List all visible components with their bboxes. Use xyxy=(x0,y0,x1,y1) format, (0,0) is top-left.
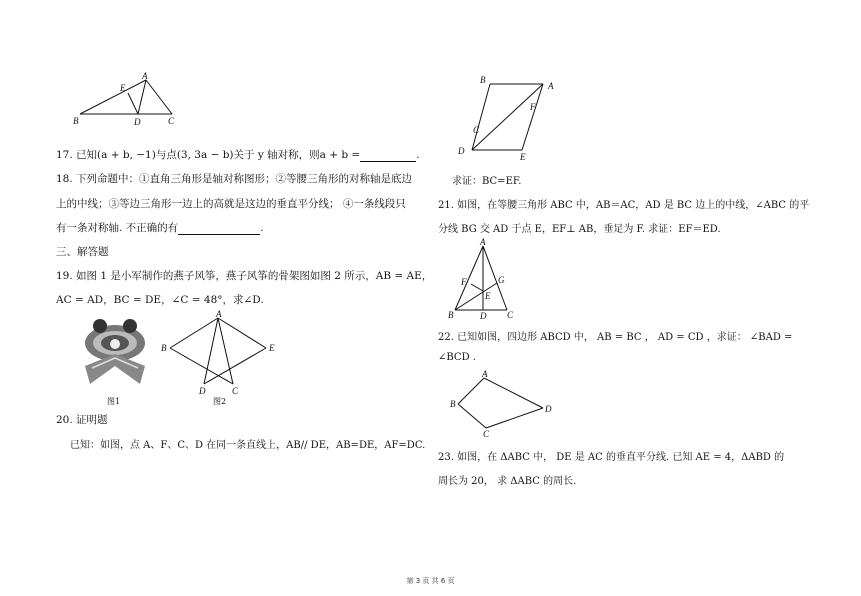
figure-q21 xyxy=(447,238,517,323)
label-D: D xyxy=(458,146,465,156)
q23-line2: 周长为 20， 求 ΔABC 的周长. xyxy=(438,476,577,487)
section-heading: 三、解答题 xyxy=(56,246,109,258)
q18-line3 xyxy=(56,220,264,235)
figure-q20 xyxy=(450,72,560,162)
label-C: C xyxy=(232,386,239,396)
figure-q22 xyxy=(446,370,556,440)
label-F: F xyxy=(461,277,467,287)
label-B: B xyxy=(73,116,79,126)
q17-text-before: 17. 已知(a + b, −1)与点(3, 3a − b)关于 y 轴对称，则a + b = xyxy=(56,149,361,161)
label-B: B xyxy=(161,343,167,353)
q20-title: 20. 证明题 xyxy=(56,414,108,426)
q18-line3-after: . xyxy=(260,222,264,234)
q17-text-after: . xyxy=(416,149,420,161)
q18-line3-before: 有一条对称轴. 不正确的有 xyxy=(56,222,179,234)
fig1-caption: 图1 xyxy=(107,397,121,406)
label-B: B xyxy=(480,75,486,85)
label-C: C xyxy=(507,310,514,320)
label-B: B xyxy=(450,399,456,409)
q19-line2: AC = AD，BC = DE，∠C = 48°，求∠D. xyxy=(56,294,264,306)
label-E: E xyxy=(485,291,491,301)
label-G: G xyxy=(498,275,505,285)
q17-text xyxy=(56,147,420,162)
label-C: C xyxy=(168,116,175,126)
q22-line1: 22. 已知如图，四边形 ABCD 中， AB = BC ， AD = CD ，求证： ∠BAD = xyxy=(438,332,793,343)
label-E: E xyxy=(520,152,526,162)
label-D: D xyxy=(134,117,141,127)
fig2-caption: 图2 xyxy=(213,397,227,406)
label-F: F xyxy=(530,102,536,112)
label-E: E xyxy=(269,343,275,353)
figure-kite-frame xyxy=(160,310,280,395)
kite-photo xyxy=(80,316,150,386)
label-C: C xyxy=(473,125,480,135)
label-D: D xyxy=(480,311,487,321)
q22-line2: ∠BCD . xyxy=(438,352,476,363)
label-E: E xyxy=(120,83,126,93)
label-A: A xyxy=(216,309,222,319)
label-C: C xyxy=(483,429,490,439)
q18-answer-blank xyxy=(178,222,260,235)
q21-line1: 21. 如图，在等腰三角形 ABC 中，AB＝AC，AD 是 BC 边上的中线，∠ABC 的平 xyxy=(438,200,810,211)
q17-answer-blank xyxy=(360,149,416,162)
label-A: A xyxy=(142,71,148,81)
label-A: A xyxy=(480,237,486,247)
q21-line2: 分线 BG 交 AD 于点 E，EF⊥ AB，垂足为 F. 求证：EF＝ED. xyxy=(438,224,721,235)
figure-triangle-abc-top xyxy=(70,72,190,127)
q20-proof: 求证：BC=EF. xyxy=(452,176,522,187)
label-A: A xyxy=(548,81,554,91)
q20-line1: 已知：如图，点 A、F、C、D 在同一条直线上，AB// DE，AB=DE，AF=DC. xyxy=(70,440,426,451)
label-D: D xyxy=(199,386,206,396)
q18-line2: 上的中线；③等边三角形一边上的高就是这边的垂直平分线； ④一条线段只 xyxy=(56,198,406,210)
page-footer: 第 3 页 共 6 页 xyxy=(406,577,455,585)
q18-line1: 18. 下列命题中：①直角三角形是轴对称图形；②等腰三角形的对称轴是底边 xyxy=(56,173,413,185)
q19-line1: 19. 如图 1 是小军制作的燕子风筝，燕子风筝的骨架图如图 2 所示，AB = AE， xyxy=(56,270,433,282)
q23-line1: 23. 如图，在 ΔABC 中， DE 是 AC 的垂直平分线. 已知 AE = 4，ΔABD 的 xyxy=(438,452,785,463)
label-D: D xyxy=(545,404,552,414)
label-B: B xyxy=(448,310,454,320)
label-A: A xyxy=(482,369,488,379)
